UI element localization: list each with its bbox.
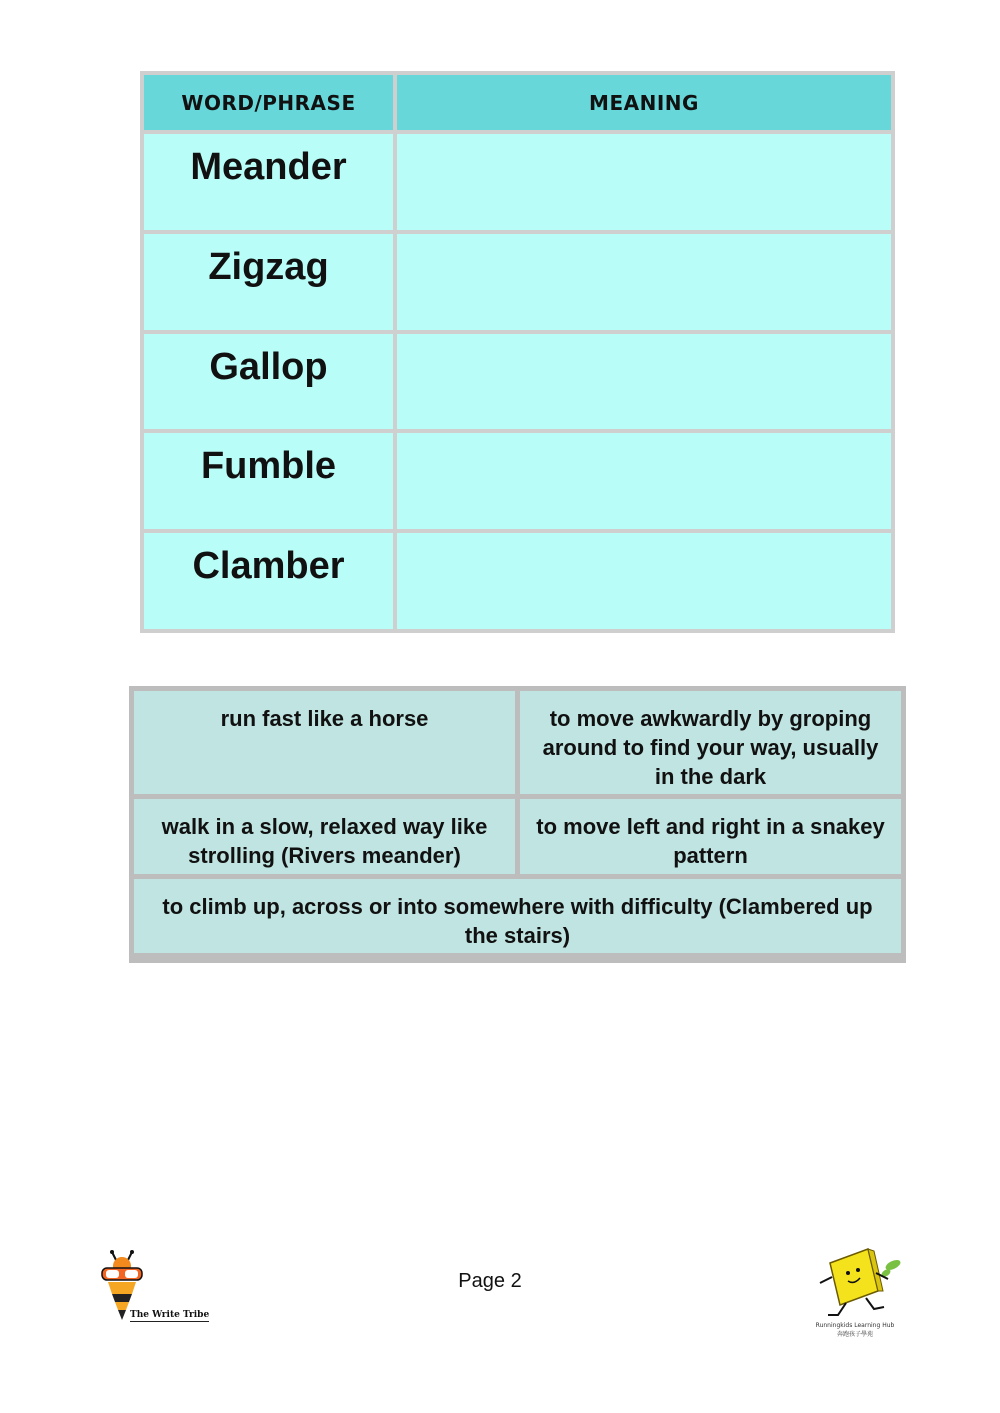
runningkids-logo-text-zh: 奔跑孩子學苑 bbox=[836, 1331, 873, 1338]
meaning-drop-zone-clamber[interactable] bbox=[397, 533, 891, 629]
definition-card[interactable]: run fast like a horse bbox=[134, 691, 515, 794]
word-zigzag: Zigzag bbox=[144, 234, 393, 330]
definition-cards bbox=[129, 686, 906, 963]
meaning-drop-zone-gallop[interactable] bbox=[397, 334, 891, 430]
definition-card[interactable]: walk in a slow, relaxed way like strolling (Rivers meander) bbox=[134, 799, 515, 874]
page-number: Page 2 bbox=[458, 1270, 522, 1292]
definition-card[interactable]: to move awkwardly by groping around to find your way, usually in the dark bbox=[520, 691, 901, 794]
header-word-phrase: WORD/PHRASE bbox=[144, 75, 393, 130]
write-tribe-logo-text: The Write Tribe bbox=[130, 1310, 210, 1320]
runningkids-book-logo-icon bbox=[808, 1243, 908, 1323]
meaning-drop-zone-fumble[interactable] bbox=[397, 433, 891, 529]
definition-card[interactable]: to climb up, across or into somewhere with difficulty (Clambered up the stairs) bbox=[134, 879, 901, 953]
runningkids-logo-text-en: Runningkids Learning Hub bbox=[815, 1322, 895, 1329]
word-fumble: Fumble bbox=[144, 433, 393, 529]
word-gallop: Gallop bbox=[144, 334, 393, 430]
vocabulary-table bbox=[140, 71, 895, 633]
meaning-drop-zone-meander[interactable] bbox=[397, 134, 891, 230]
header-meaning: MEANING bbox=[397, 75, 891, 130]
word-clamber: Clamber bbox=[144, 533, 393, 629]
word-meander: Meander bbox=[144, 134, 393, 230]
meaning-drop-zone-zigzag[interactable] bbox=[397, 234, 891, 330]
runningkids-logo-text bbox=[800, 1321, 910, 1339]
definition-card[interactable]: to move left and right in a snakey pattern bbox=[520, 799, 901, 874]
